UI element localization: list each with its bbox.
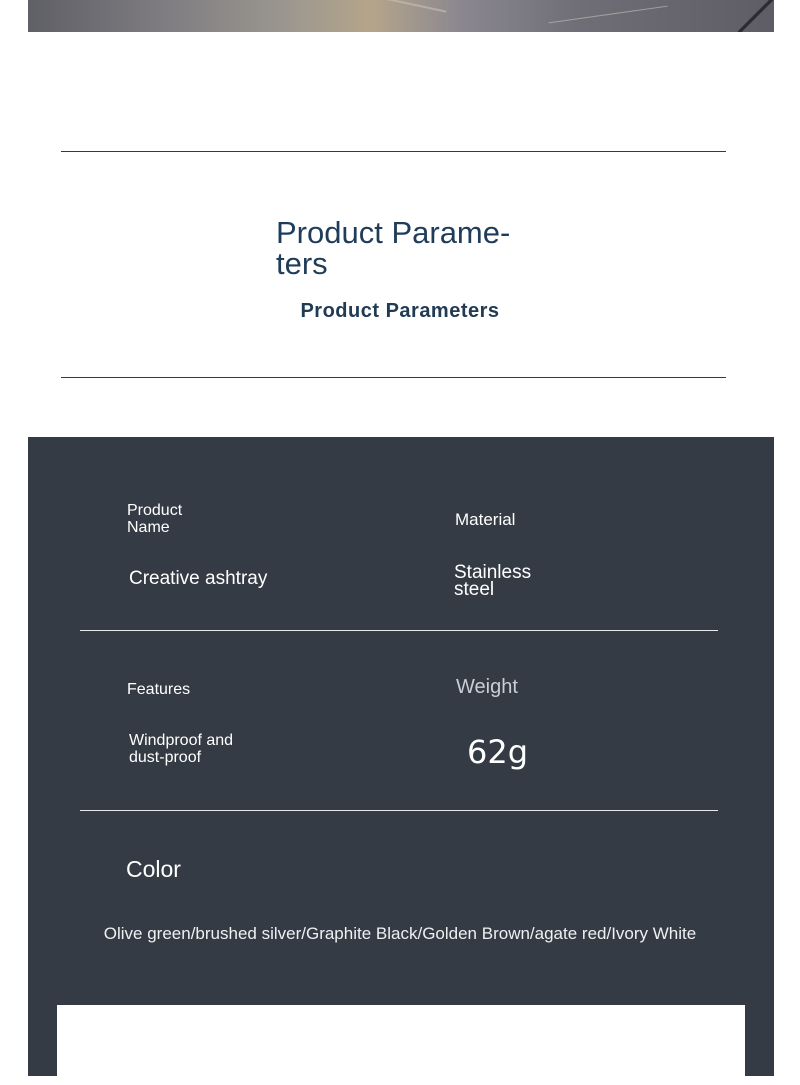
features-value: Windproof and dust-proof: [129, 732, 234, 766]
product-name-value: Creative ashtray: [129, 568, 268, 589]
row-divider: [80, 810, 718, 811]
weight-value: 62g: [467, 733, 529, 771]
section-title: Product Parame- ters: [276, 215, 511, 281]
top-rule: [61, 151, 726, 152]
marble-vein: [549, 6, 668, 24]
product-name-label: Product Name: [127, 502, 183, 536]
marble-vein: [290, 0, 447, 13]
ashtray-edge: [738, 0, 774, 32]
hero-product-photo: [28, 0, 774, 32]
row-divider: [80, 630, 718, 631]
material-label: Material: [455, 510, 516, 529]
color-label: Color: [126, 856, 181, 882]
weight-label: Weight: [456, 676, 518, 698]
section-subtitle: Product Parameters: [300, 300, 500, 322]
material-value: Stainless steel: [454, 562, 532, 600]
color-value: Olive green/brushed silver/Graphite Black/Golden Brown/agate red/Ivory White: [103, 924, 697, 943]
features-label: Features: [127, 681, 191, 698]
bottom-rule: [61, 377, 726, 378]
next-section-card: [57, 1005, 745, 1085]
